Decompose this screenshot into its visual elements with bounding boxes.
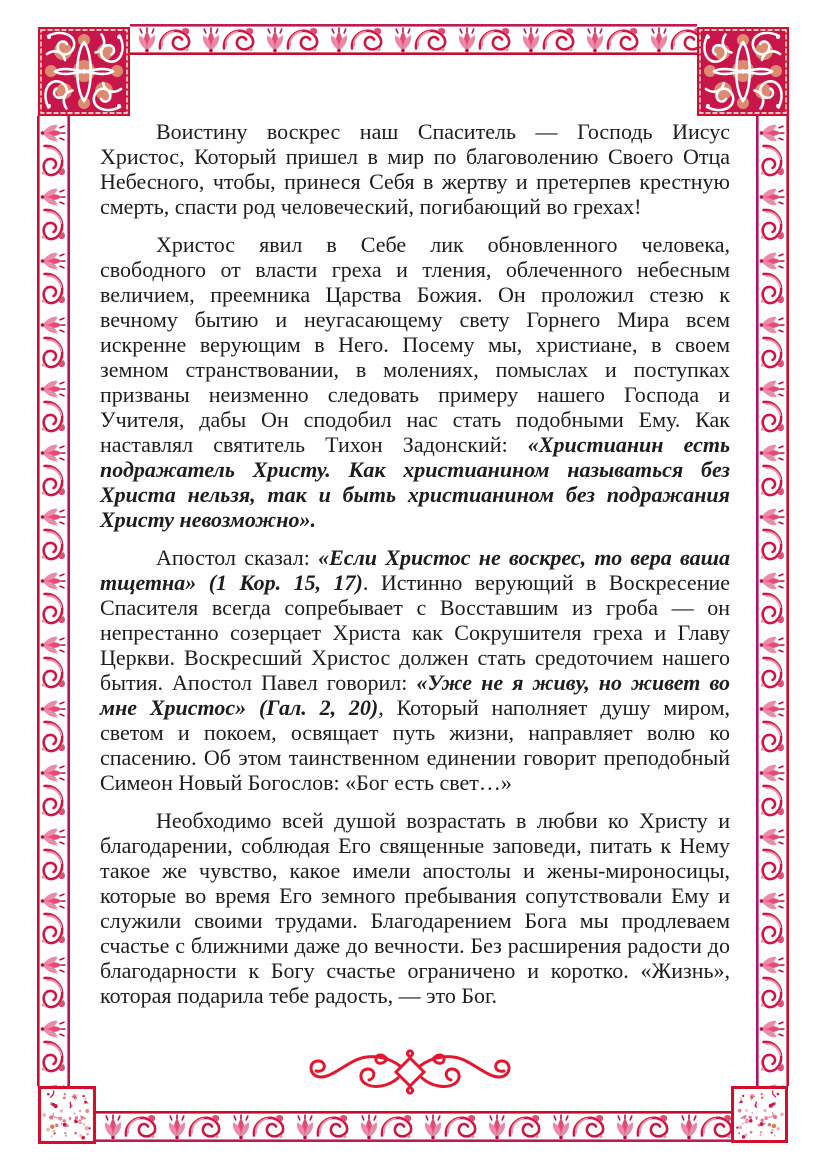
floral-border-bottom <box>96 1111 731 1142</box>
ornate-corner-bottom-left <box>38 1086 96 1144</box>
text-run-quote: «Если Христос не воскрес, то вера ваша тщетна» (1 Кор. 15, 17) <box>100 545 730 595</box>
text-run: Необходимо всей душой возрастать в любви ко Христу и благодарении, соблюдая Его священные заповеди, питать к Нему такое же чувство, какое имели апостолы и жены-мироносицы, которые во время Его земного пребывания сопутствовали Ему и служили своими трудами. Благодарением Бога мы продлеваем счастье с ближними даже до вечности. Без расширения радости до благодарности к Богу счастье ограничено и коротко. «Жизнь», которая подарила тебе радость, — это Бог. <box>100 808 730 1008</box>
floral-border-top <box>130 24 697 55</box>
text-run: Воистину воскрес наш Спаситель — Господь Иисус Христос, Который пришел в мир по благоволению Своего Отца Небесного, чтобы, принеся Себя в жертву и претерпев крестную смерть, спасти род человеческий, погибающий во грехах! <box>100 119 730 219</box>
text-run: Апостол сказал: <box>156 545 319 570</box>
ornate-corner-top-left <box>38 27 130 116</box>
text-run-quote: «Уже не я живу, но живет во мне Христос» (Гал. 2, 20) <box>100 670 730 720</box>
ornate-corner-top-right <box>697 27 789 116</box>
floral-border-right <box>756 116 789 1086</box>
ornate-corner-bottom-right <box>731 1086 788 1143</box>
paragraph <box>100 808 730 1008</box>
text-run: , Который наполняет душу миром, светом и покоем, освящает путь жизни, направляет волю ко спасению. Об этом таинственном единении говорит преподобный Симеон Новый Богослов: «Бог есть свет…» <box>100 695 731 795</box>
paragraph <box>100 232 730 532</box>
paragraph <box>100 545 730 795</box>
text-run-quote: «Христианин есть подражатель Христу. Как христианином называться без Христа нельзя, так и быть христианином без подражания Христу невозможно». <box>100 432 730 532</box>
floral-border-left <box>37 116 70 1086</box>
text-content <box>100 119 730 1021</box>
paragraph <box>100 119 730 219</box>
calligraphic-flourish-icon <box>303 1049 517 1095</box>
text-run: . Истинно верующий в Воскресение Спасителя всегда сопребывает с Восставшим из гроба — он непрестанно созерцает Христа как Сокрушителя греха и Главу Церкви. Воскресший Христос должен стать средоточием нашего бытия. Апостол Павел говорил: <box>100 570 730 695</box>
text-run: Христос явил в Себе лик обновленного человека, свободного от власти греха и тления, облеченного небесным величием, преемника Царства Божия. Он проложил стезю к вечному бытию и неугасающему свету Горнего Мира всем искренне верующим в Него. Посему мы, христиане, в своем земном странствовании, в молениях, помыслах и поступках призваны неизменно следовать примеру нашего Господа и Учителя, дабы Он сподобил нас стать подобными Ему. Как наставлял святитель Тихон Задонский: <box>100 232 730 457</box>
